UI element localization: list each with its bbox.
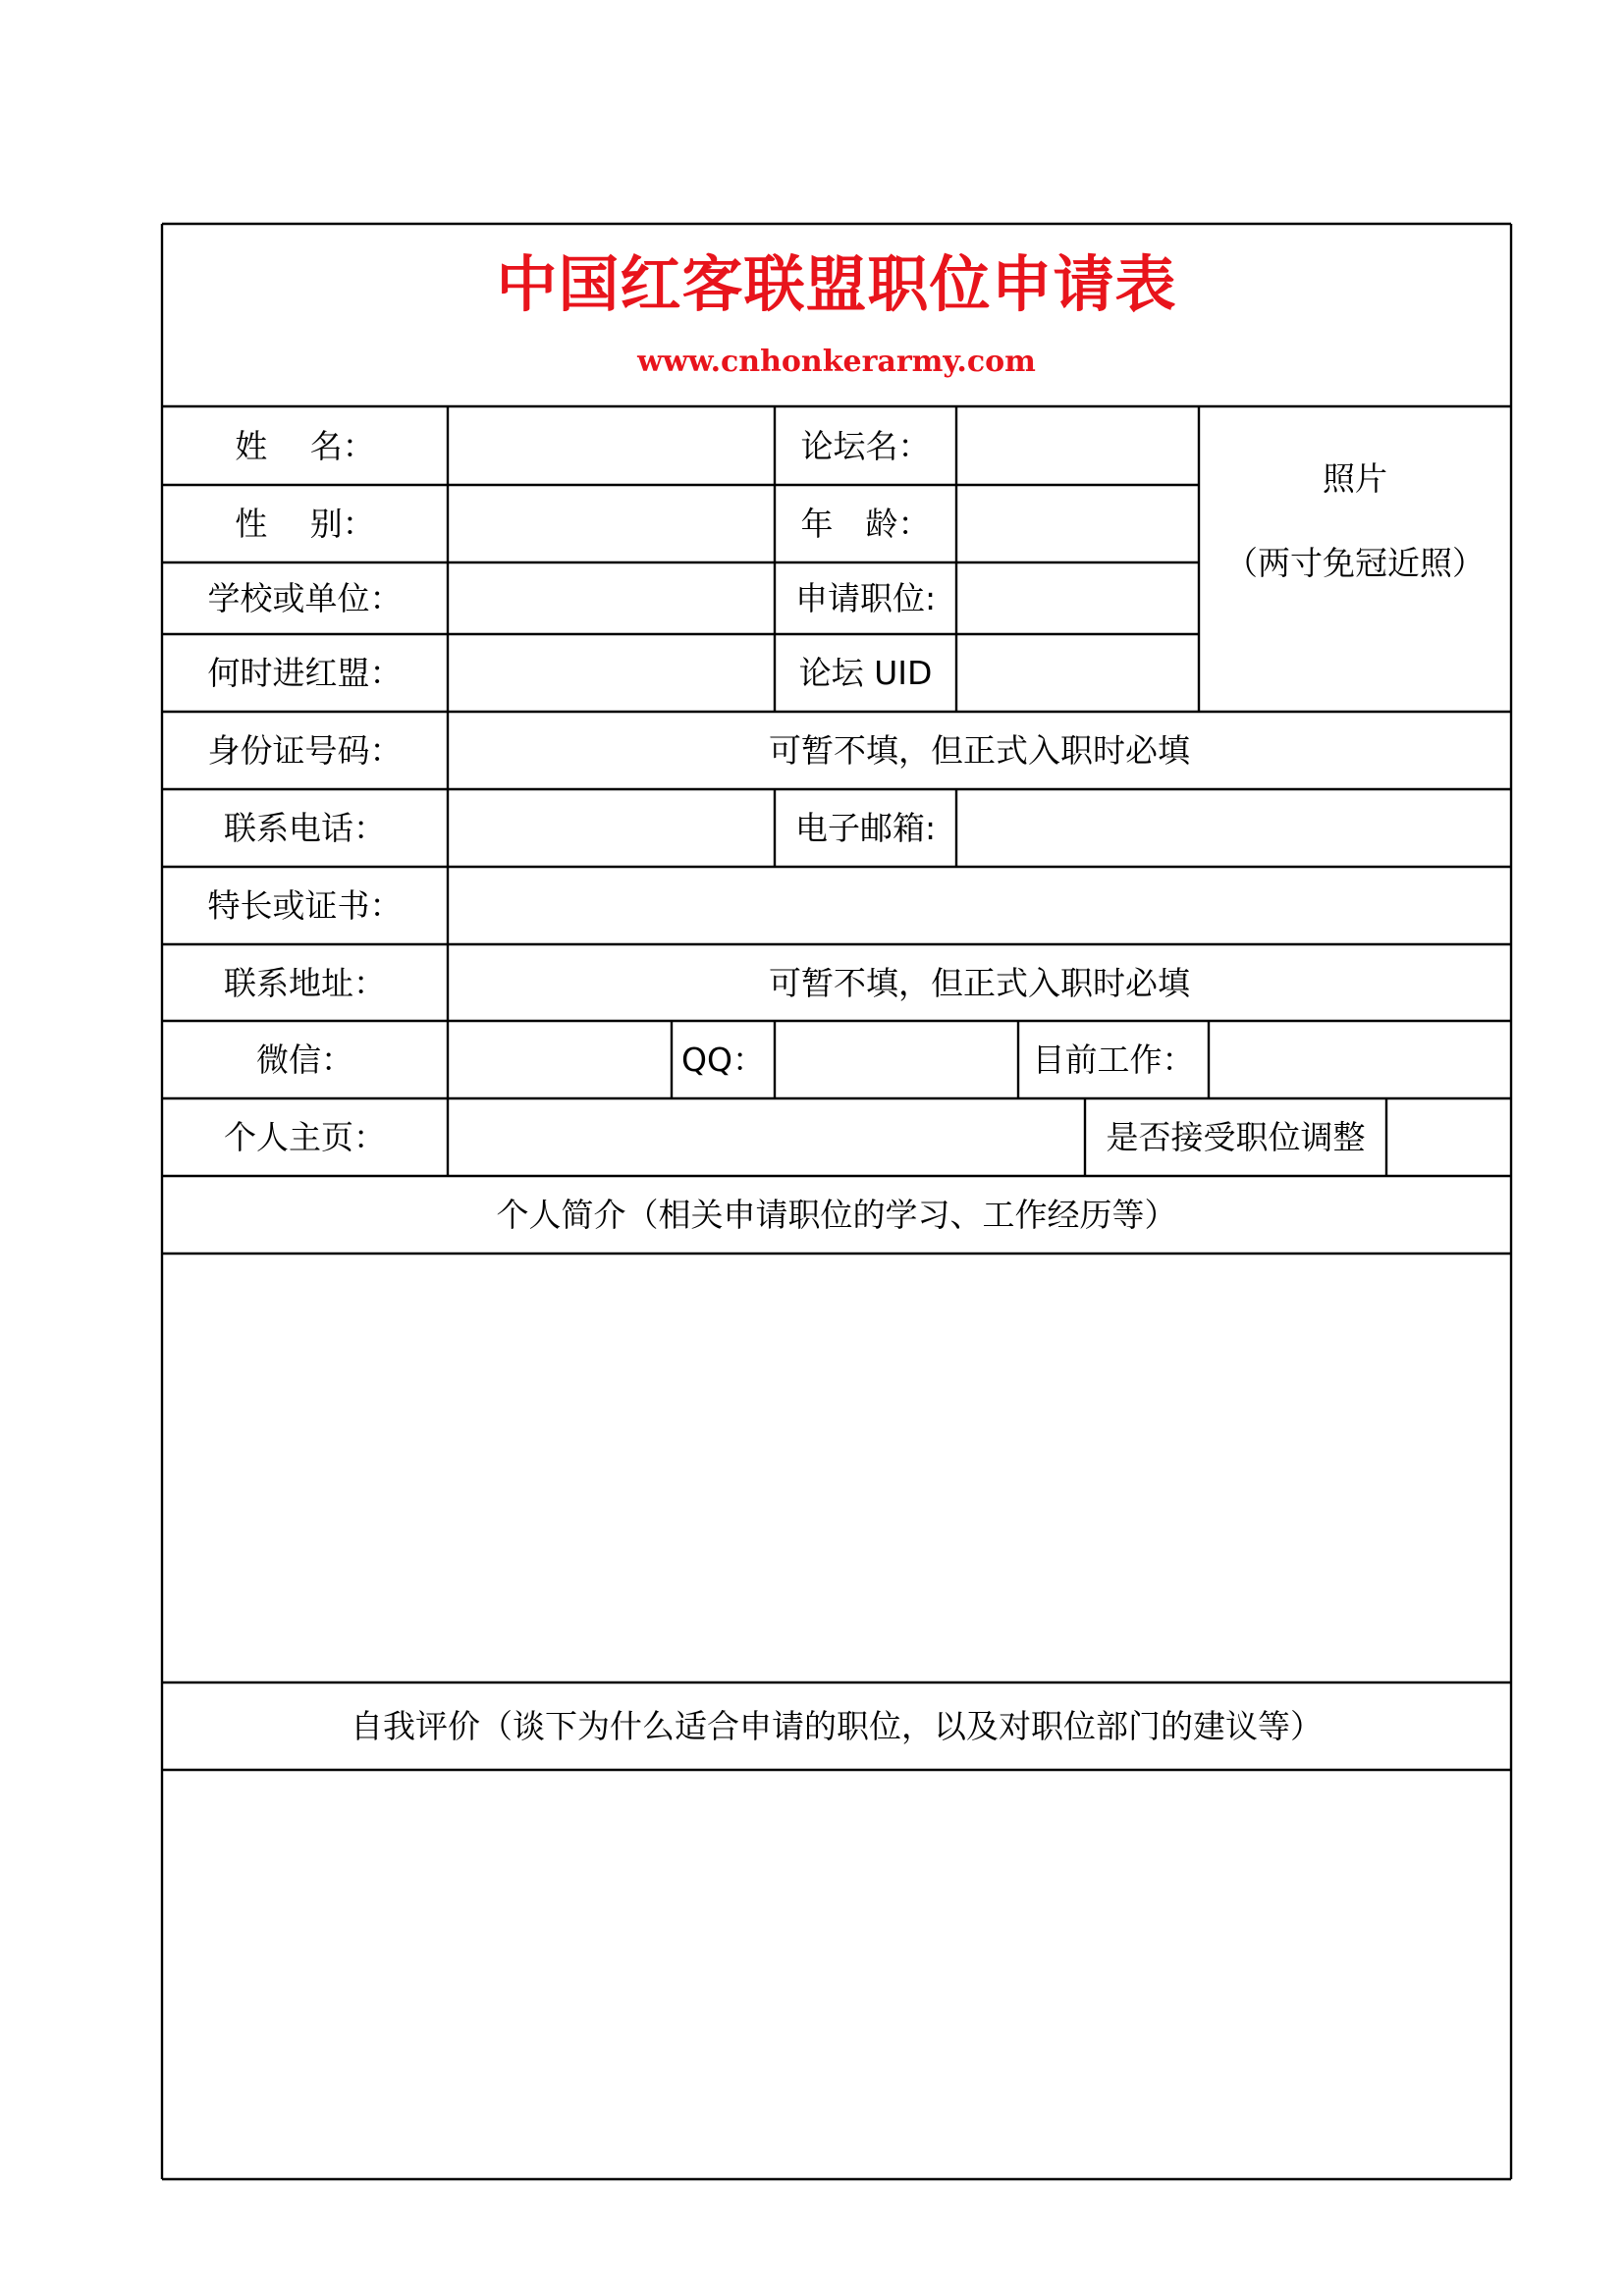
name-field[interactable]: [448, 406, 775, 485]
photo-note: （两寸免冠近照）: [1225, 543, 1485, 582]
email-field[interactable]: [956, 789, 1511, 867]
intro-textarea[interactable]: [162, 1254, 1511, 1682]
name-label: 姓 名：: [235, 426, 375, 465]
photo-label: 照片: [1323, 458, 1387, 498]
qq-field[interactable]: [775, 1021, 1018, 1098]
address-label: 联系地址：: [224, 963, 386, 1002]
application-form: [162, 224, 1511, 2179]
school-label: 学校或单位：: [207, 579, 403, 617]
address-field[interactable]: 可暂不填，但正式入职时必填: [769, 963, 1190, 1002]
phone-label: 联系电话：: [224, 809, 386, 847]
age-label: 年 龄：: [800, 505, 931, 543]
position-label: 申请职位:: [794, 579, 937, 617]
self-eval-heading: 自我评价（谈下为什么适合申请的职位，以及对职位部门的建议等）: [351, 1707, 1323, 1745]
current-job-field[interactable]: [1209, 1021, 1511, 1098]
id-number-field[interactable]: 可暂不填，但正式入职时必填: [769, 731, 1190, 770]
wechat-label: 微信：: [256, 1041, 353, 1079]
specialty-field[interactable]: [448, 867, 1511, 944]
id-number-label: 身份证号码：: [207, 731, 403, 770]
intro-heading: 个人简介（相关申请职位的学习、工作经历等）: [496, 1196, 1177, 1234]
join-time-label: 何时进红盟：: [207, 654, 403, 692]
forum-name-field[interactable]: [956, 406, 1199, 485]
join-time-field[interactable]: [448, 634, 775, 712]
gender-field[interactable]: [448, 485, 775, 562]
forum-uid-label: 论坛 UID: [798, 654, 933, 692]
accept-adjust-field[interactable]: [1386, 1098, 1511, 1176]
wechat-field[interactable]: [448, 1021, 672, 1098]
homepage-label: 个人主页：: [224, 1118, 386, 1156]
homepage-field[interactable]: [448, 1098, 1085, 1176]
forum-name-label: 论坛名：: [800, 426, 931, 465]
age-field[interactable]: [956, 485, 1199, 562]
current-job-label: 目前工作：: [1032, 1041, 1195, 1079]
school-field[interactable]: [448, 562, 775, 634]
specialty-label: 特长或证书：: [207, 886, 403, 925]
self-eval-textarea[interactable]: [162, 1770, 1511, 2179]
qq-label: QQ：: [681, 1041, 765, 1079]
email-label: 电子邮箱:: [794, 809, 937, 847]
position-field[interactable]: [956, 562, 1199, 634]
page-title: 中国红客联盟职位申请表: [496, 248, 1177, 320]
gender-label: 性 别：: [235, 505, 375, 543]
phone-field[interactable]: [448, 789, 775, 867]
forum-uid-field[interactable]: [956, 634, 1199, 712]
website-link[interactable]: www.cnhonkerarmy.com: [637, 345, 1036, 379]
accept-adjust-label: 是否接受职位调整: [1106, 1118, 1366, 1156]
